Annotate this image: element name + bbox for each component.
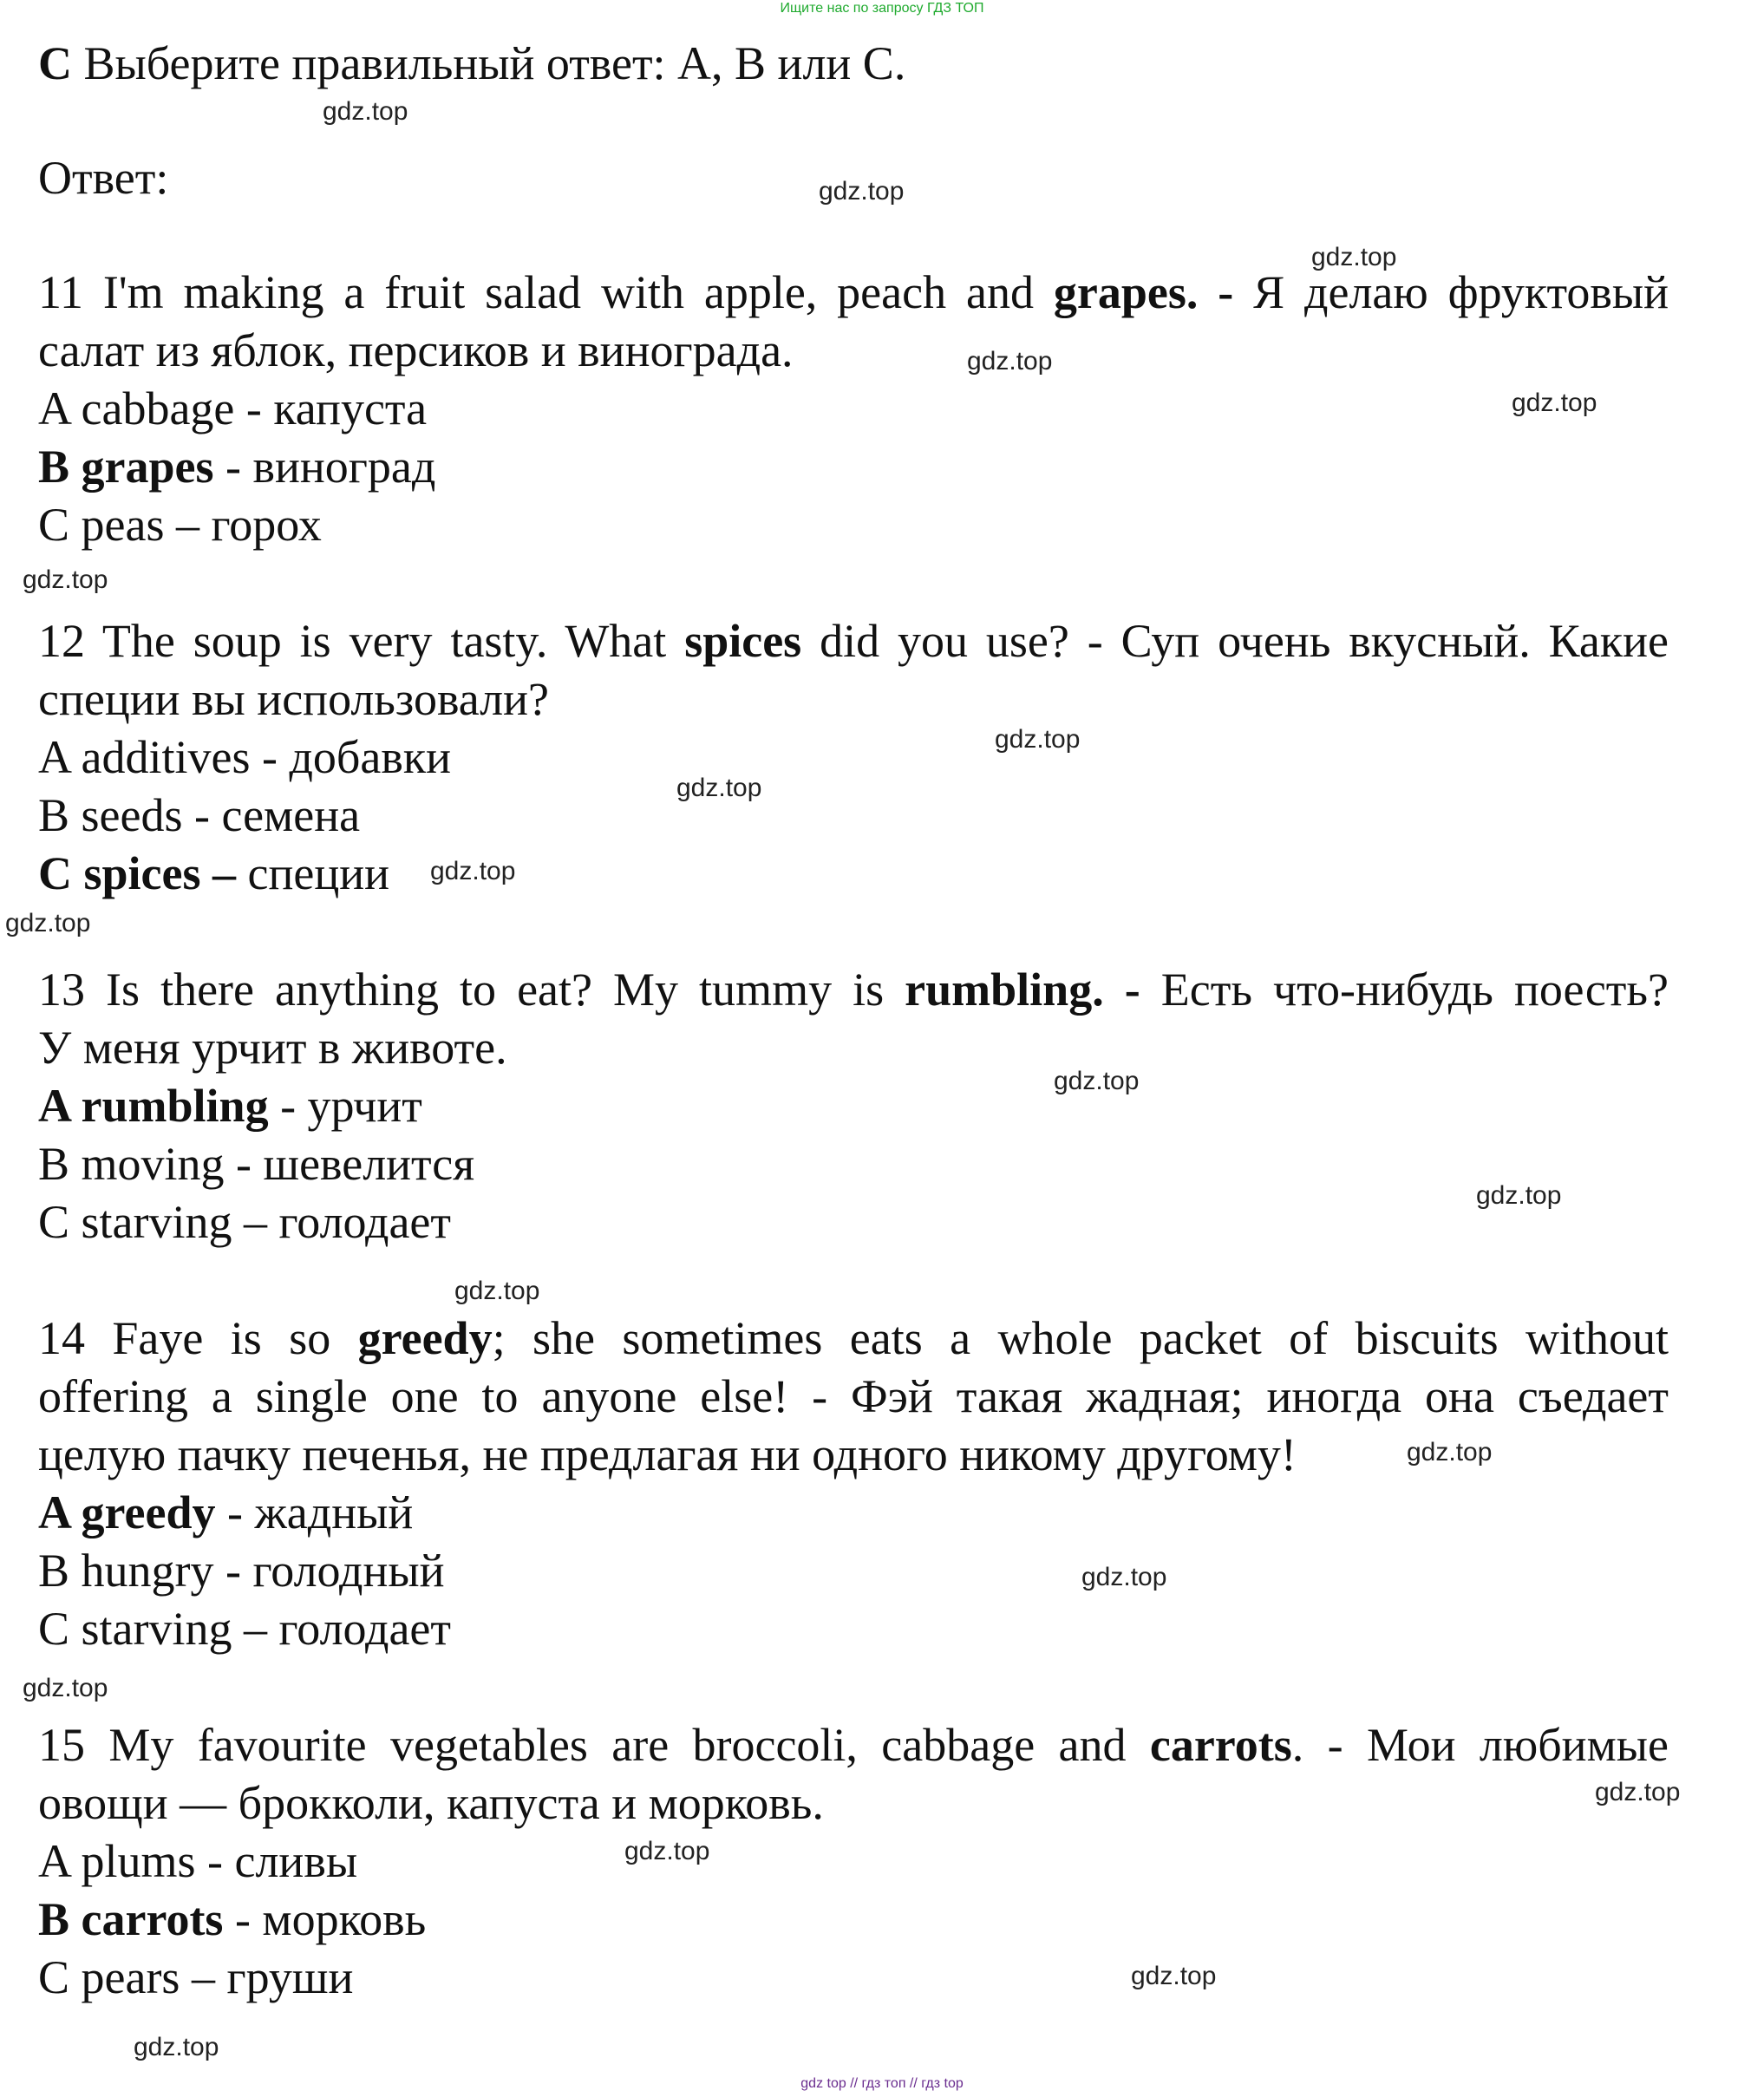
q13-option-a: A rumbling - урчит bbox=[38, 1080, 422, 1132]
watermark: gdz.top bbox=[1311, 243, 1397, 271]
q15-option-a: A plums - сливы bbox=[38, 1835, 358, 1887]
q15-option-b: B carrots - морковь bbox=[38, 1893, 427, 1945]
q11-option-c: C peas – горох bbox=[38, 499, 322, 551]
watermark: gdz.top bbox=[1407, 1438, 1493, 1467]
watermark: gdz.top bbox=[1476, 1181, 1562, 1210]
q11-keyword: grapes. - bbox=[1053, 266, 1234, 318]
q15-line-1: 15 My favourite vegetables are broccoli, cabbage and carrots. - Мои любимые bbox=[38, 1719, 1669, 1771]
watermark: gdz.top bbox=[1512, 389, 1597, 417]
watermark: gdz.top bbox=[676, 774, 762, 802]
q12-option-a: A additives - добавки bbox=[38, 731, 452, 783]
watermark: gdz.top bbox=[995, 725, 1081, 754]
watermark: gdz.top bbox=[23, 565, 108, 594]
task-heading bbox=[38, 35, 1669, 92]
watermark: gdz.top bbox=[1054, 1067, 1140, 1095]
q12-option-b: B seeds - семена bbox=[38, 789, 361, 841]
watermark: gdz.top bbox=[819, 177, 905, 206]
q13-option-b: B moving - шевелится bbox=[38, 1138, 475, 1190]
watermark: gdz.top bbox=[967, 347, 1053, 376]
q11-line-2: салат из яблок, персиков и винограда. bbox=[38, 324, 794, 376]
q12-keyword: spices bbox=[684, 615, 802, 667]
watermark: gdz.top bbox=[624, 1837, 710, 1865]
watermark: gdz.top bbox=[134, 2033, 219, 2061]
answer-label: Ответ: bbox=[38, 152, 169, 204]
q13-line-2: У меня урчит в животе. bbox=[38, 1022, 507, 1074]
q13-keyword: rumbling. - bbox=[905, 964, 1140, 1016]
q12-option-c: C spices – специи bbox=[38, 847, 390, 899]
q14-option-c: C starving – голодает bbox=[38, 1603, 451, 1655]
task-instruction: Выберите правильный ответ: А, В или С. bbox=[72, 37, 906, 89]
q11-line-1: 11 I'm making a fruit salad with apple, peach and grapes. - Я делаю фруктовый bbox=[38, 266, 1669, 318]
task-letter: С bbox=[38, 37, 72, 89]
top-banner[interactable]: Ищите нас по запросу ГДЗ ТОП bbox=[780, 1, 984, 16]
q14-option-a: A greedy - жадный bbox=[38, 1486, 414, 1538]
q14-line-2: offering a single one to anyone else! - Фэй такая жадная; иногда она съедает bbox=[38, 1370, 1669, 1422]
q11-option-b: B grapes - виноград bbox=[38, 441, 436, 493]
watermark: gdz.top bbox=[1081, 1563, 1167, 1591]
q14-line-1: 14 Faye is so greedy; she sometimes eats a whole packet of biscuits without bbox=[38, 1312, 1669, 1364]
q15-line-2: овощи — брокколи, капуста и морковь. bbox=[38, 1777, 824, 1829]
q11-option-a: A cabbage - капуста bbox=[38, 382, 428, 434]
q14-line-3: целую пачку печенья, не предлагая ни одного никому другому! bbox=[38, 1428, 1297, 1480]
footer-links[interactable]: gdz top // гдз топ // гдз top bbox=[800, 2076, 964, 2091]
watermark: gdz.top bbox=[1131, 1962, 1217, 1990]
q15-option-c: C pears – груши bbox=[38, 1951, 354, 2003]
watermark: gdz.top bbox=[1595, 1778, 1681, 1806]
watermark: gdz.top bbox=[430, 857, 516, 885]
q12-line-2: специи вы использовали? bbox=[38, 673, 549, 725]
q14-option-b: B hungry - голодный bbox=[38, 1545, 445, 1597]
q12-line-1: 12 The soup is very tasty. What spices did you use? - Суп очень вкусный. Какие bbox=[38, 615, 1669, 667]
q15-keyword: carrots bbox=[1149, 1719, 1292, 1771]
watermark: gdz.top bbox=[5, 909, 91, 937]
watermark: gdz.top bbox=[23, 1674, 108, 1702]
watermark: gdz.top bbox=[323, 97, 408, 126]
q14-keyword: greedy bbox=[357, 1312, 493, 1364]
watermark: gdz.top bbox=[454, 1277, 540, 1305]
q13-option-c: C starving – голодает bbox=[38, 1196, 451, 1248]
q13-line-1: 13 Is there anything to eat? My tummy is rumbling. - Есть что-нибудь поесть? bbox=[38, 964, 1669, 1016]
